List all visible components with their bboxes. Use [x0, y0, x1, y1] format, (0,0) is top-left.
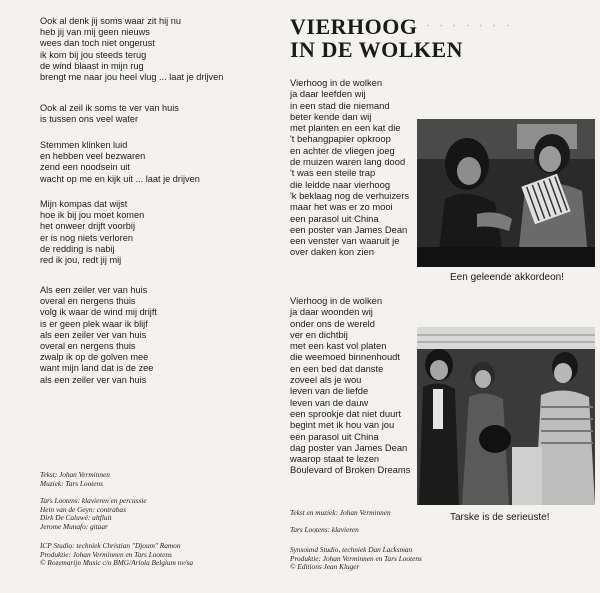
- text-line: Tars Lootens: klavieren en percussie: [40, 496, 147, 505]
- text-line: ja daar leefden wij: [290, 88, 366, 100]
- text-line: is er geen plek waar ik blijf: [40, 318, 148, 329]
- text-line: Als een zeiler ver van huis: [40, 285, 148, 295]
- text-line: Dirk De Caluwé: altfluit: [40, 513, 112, 523]
- text-line: als een zeiler ver van huis: [40, 329, 147, 340]
- text-line: over daken kon zien: [290, 246, 374, 258]
- text-line: Jerome Munafo: gitaar: [40, 521, 108, 531]
- text-line: Synsound Studio, techniek Dan Lacksman: [290, 545, 413, 554]
- text-line: beter kende dan wij: [290, 110, 372, 122]
- text-line: © Editions Jean Kluger: [290, 562, 360, 572]
- text-line: een poster van James Dean: [290, 223, 408, 235]
- text-line: de wind blaast in mijn rug: [40, 60, 144, 71]
- text-line: een sprookje dat niet duurt: [290, 407, 402, 419]
- text-line: de redding is nabij: [40, 243, 115, 254]
- text-line: Mijn kompas dat wijst: [40, 199, 128, 209]
- title-credits-musicians: [290, 526, 359, 535]
- text-line: als een zeiler ver van huis: [40, 374, 147, 385]
- lyrics-stanza-2: [40, 103, 179, 125]
- text-line: begint met ik hou van jou: [290, 419, 395, 431]
- lyrics-stanza-5: [40, 285, 157, 386]
- bleed-through-text: · · · · · · · · · ·: [385, 18, 513, 35]
- text-line: een venster van waaruit je: [290, 235, 400, 247]
- text-line: red ik jou, redt jij mij: [40, 255, 122, 266]
- text-line: leven van de dauw: [290, 396, 369, 408]
- text-line: is tussen ons veel water: [40, 114, 139, 125]
- text-line: leven van de liefde: [290, 385, 369, 397]
- text-line: Vierhoog in de wolken: [290, 77, 383, 88]
- title-lyrics-stanza-2: [290, 295, 410, 476]
- text-line: Vierhoog in de wolken: [290, 295, 383, 306]
- text-line: het onweer drijft voorbij: [40, 221, 135, 232]
- text-line: zoveel als je wou: [290, 374, 362, 386]
- lyrics-stanza-3: [40, 140, 200, 185]
- text-line: Boulevard of Broken Dreams: [290, 464, 411, 476]
- text-line: wacht op me en kijk uit ... laat je drijven: [40, 173, 200, 184]
- band-photo-accordion: [417, 119, 595, 267]
- song-title: [290, 16, 463, 61]
- credits-production: [40, 542, 193, 568]
- text-line: met planten en een kat die: [290, 122, 401, 134]
- photo-caption-accordion: Een geleende akkordeon!: [450, 272, 564, 283]
- text-line: ik kom bij jou steeds terug: [40, 49, 147, 60]
- text-line: heb jij van mij geen nieuws: [40, 27, 150, 38]
- text-line: met een kast vol platen: [290, 340, 387, 352]
- text-line: maar het was er zo mooi: [290, 201, 393, 213]
- text-line: en hebben veel bezwaren: [40, 151, 146, 162]
- band-photo-studio: [417, 327, 595, 505]
- text-line: een parasol uit China: [290, 212, 379, 224]
- text-line: Muziek: Tars Lootens: [40, 478, 103, 488]
- text-line: onder ons de wereld: [290, 317, 375, 329]
- text-line: die leidde naar vierhoog: [290, 178, 391, 190]
- credits-musicians: [40, 497, 147, 531]
- text-line: zend een noodsein uit: [40, 162, 130, 173]
- title-lyrics-stanza-1: [290, 77, 409, 258]
- text-line: en achter de vliegen joeg: [290, 144, 395, 156]
- text-line: 't was een steile trap: [290, 167, 376, 179]
- text-line: brengt me naar jou heel vlug ... laat je drijven: [40, 72, 224, 83]
- text-line: 't behangpapier opkroop: [290, 133, 391, 145]
- text-line: en een bed dat danste: [290, 362, 384, 374]
- photo-caption-studio: Tarske is de serieuste!: [450, 512, 550, 523]
- text-line: want mijn land dat is de zee: [40, 363, 154, 374]
- text-line: wees dan toch niet ongerust: [40, 38, 155, 49]
- text-line: hoe ik bij jou moet komen: [40, 210, 145, 221]
- lyrics-stanza-4: [40, 199, 144, 266]
- title-credits-writers: [290, 509, 391, 518]
- text-line: waarop staat te lezen: [290, 453, 380, 465]
- text-line: Produktie: Johan Verminnen en Tars Lootens: [290, 553, 422, 563]
- text-line: overal en nergens thuis: [40, 341, 136, 352]
- text-line: ICP Studio: techniek Christian ''Djoum'' Ramon: [40, 541, 181, 550]
- song-title-line-1: VIERHOOG: [290, 14, 418, 39]
- text-line: Tekst en muziek: Johan Verminnen: [290, 508, 391, 517]
- text-line: volg ik waar de wind mij drijft: [40, 307, 157, 318]
- lyrics-stanza-1: [40, 16, 223, 83]
- text-line: in een stad die niemand: [290, 99, 390, 111]
- text-line: 'k beklaag nog de verhuizers: [290, 189, 410, 201]
- text-line: een parasol uit China: [290, 430, 379, 442]
- text-line: zwalp ik op de golven mee: [40, 352, 149, 363]
- band-photo-accordion-image: [417, 119, 595, 267]
- text-line: Ook al zeil ik soms te ver van huis: [40, 103, 179, 113]
- band-photo-studio-image: [417, 327, 595, 505]
- text-line: © Rozemarijn Music c/o BMG/Ariola Belgium nv/sa: [40, 558, 194, 568]
- text-line: Tars Lootens: klavieren: [290, 525, 359, 534]
- text-line: Tekst: Johan Verminnen: [40, 470, 110, 479]
- credits-writers: [40, 471, 110, 488]
- title-credits-production: [290, 546, 422, 572]
- text-line: ver en dichtbij: [290, 328, 348, 340]
- text-line: Hein van de Geyn: contrabas: [40, 504, 126, 514]
- text-line: er is nog niets verloren: [40, 232, 133, 243]
- song-title-line-2: IN DE WOLKEN: [290, 37, 464, 62]
- text-line: ja daar woonden wij: [290, 306, 373, 318]
- text-line: dag poster van James Dean: [290, 441, 408, 453]
- text-line: overal en nergens thuis: [40, 296, 136, 307]
- text-line: die weemoed binnenhoudt: [290, 351, 400, 363]
- text-line: Ook al denk jij soms waar zit hij nu: [40, 16, 181, 26]
- text-line: Produktie: Johan Verminnen en Tars Lootens: [40, 549, 172, 559]
- text-line: Stemmen klinken luid: [40, 140, 128, 150]
- text-line: de muizen waren lang dood: [290, 156, 406, 168]
